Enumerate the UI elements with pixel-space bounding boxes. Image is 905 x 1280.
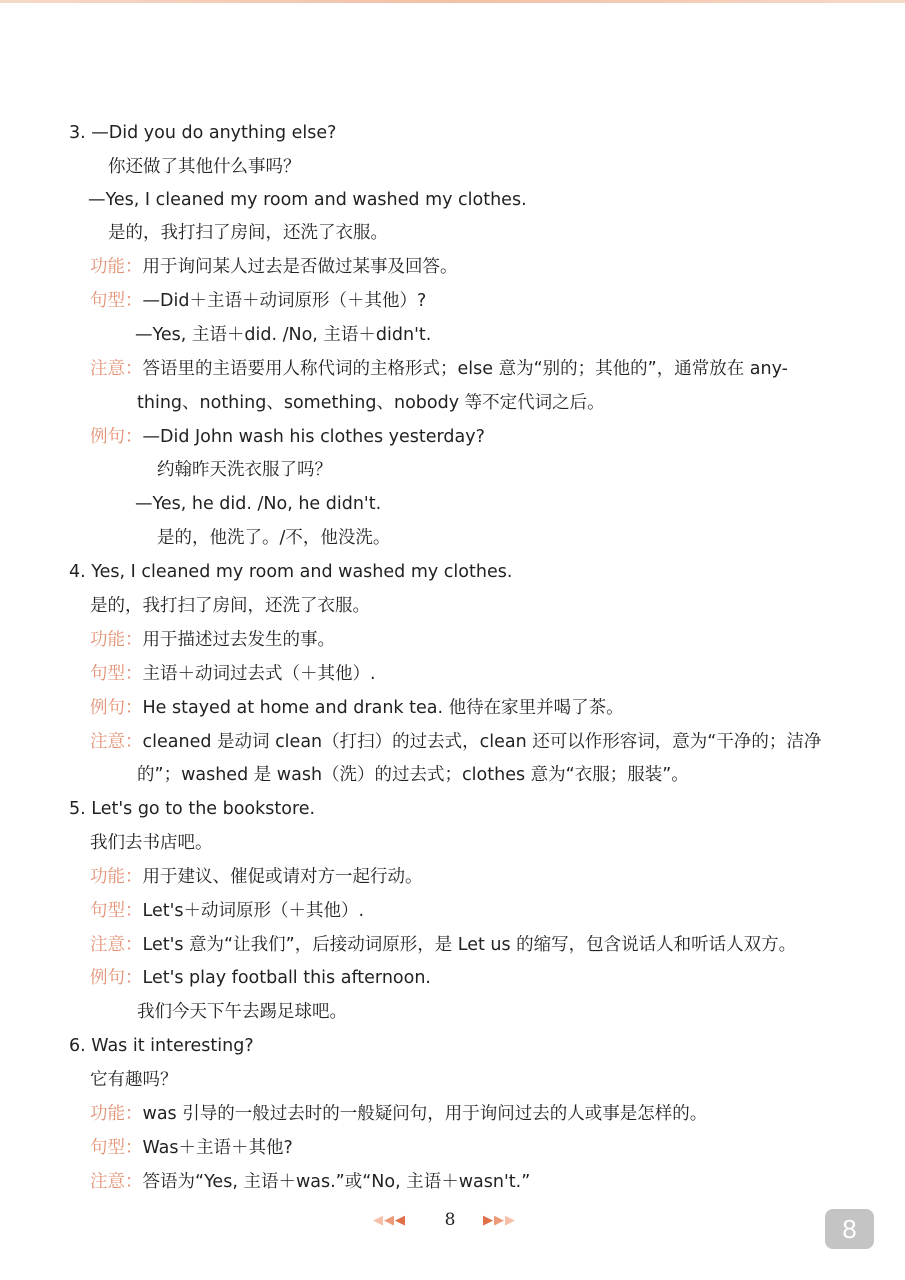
line-text: —Did John wash his clothes yesterday? xyxy=(142,427,485,447)
line-text: 6. Was it interesting? xyxy=(69,1036,254,1056)
annotated-line xyxy=(90,1102,707,1126)
page-number: 8 xyxy=(444,1210,456,1230)
text-line xyxy=(137,391,605,415)
line-text: 是的，我打扫了房间，还洗了衣服。 xyxy=(90,596,370,616)
line-tag: 例句： xyxy=(90,427,143,447)
line-tag: 例句： xyxy=(90,968,143,988)
line-tag: 功能： xyxy=(90,257,143,277)
annotated-line xyxy=(90,696,624,720)
line-text: 你还做了其他什么事吗？ xyxy=(108,157,301,177)
line-text: 5. Let's go to the bookstore. xyxy=(69,799,316,819)
line-text: 我们今天下午去踢足球吧。 xyxy=(137,1002,347,1022)
text-line xyxy=(69,797,315,821)
line-text: 的”；washed 是 wash（洗）的过去式；clothes 意为“衣服；服装”。 xyxy=(137,765,689,785)
line-tag: 注意： xyxy=(90,1172,143,1192)
line-text: 主语＋动词过去式（＋其他）. xyxy=(142,664,376,684)
text-line xyxy=(157,526,390,550)
line-text: 4. Yes, I cleaned my room and washed my clothes. xyxy=(69,562,513,582)
line-text: 3. —Did you do anything else? xyxy=(69,123,337,143)
annotated-line xyxy=(90,1170,530,1194)
text-line xyxy=(69,1034,254,1058)
annotated-line xyxy=(90,628,335,652)
text-line xyxy=(88,188,527,212)
page-badge: 8 xyxy=(825,1209,874,1249)
line-text: 我们去书店吧。 xyxy=(90,833,213,853)
line-tag: 句型： xyxy=(90,664,143,684)
line-text: —Yes, I cleaned my room and washed my clothes. xyxy=(88,190,527,210)
line-tag: 功能： xyxy=(90,1104,143,1124)
line-text: cleaned 是动词 clean（打扫）的过去式，clean 还可以作形容词，意为“干净的；洁净 xyxy=(142,732,822,752)
line-tag: 注意： xyxy=(90,359,143,379)
line-text: He stayed at home and drank tea. 他待在家里并喝了茶。 xyxy=(142,698,624,718)
line-text: —Did＋主语＋动词原形（＋其他）? xyxy=(142,291,427,311)
line-text: 用于询问某人过去是否做过某事及回答。 xyxy=(142,257,458,277)
text-line xyxy=(69,121,336,145)
text-line xyxy=(157,458,332,482)
line-text: 用于建议、催促或请对方一起行动。 xyxy=(142,867,423,887)
right-arrows-icon: ▶▶▶ xyxy=(483,1213,516,1228)
line-text: Let's play football this afternoon. xyxy=(142,968,431,988)
line-text: 是的，他洗了。/不，他没洗。 xyxy=(157,528,391,548)
line-text: 用于描述过去发生的事。 xyxy=(142,630,335,650)
text-line xyxy=(90,1068,178,1092)
text-line xyxy=(137,763,689,787)
top-decorative-line xyxy=(0,0,905,3)
line-text: Was＋主语＋其他? xyxy=(142,1138,293,1158)
text-line xyxy=(135,323,431,347)
annotated-line xyxy=(90,1136,293,1160)
text-line xyxy=(137,1000,347,1024)
page-footer xyxy=(0,1210,905,1234)
annotated-line xyxy=(90,966,431,990)
text-line xyxy=(108,221,388,245)
line-tag: 功能： xyxy=(90,630,143,650)
annotated-line xyxy=(90,662,376,686)
annotated-line xyxy=(90,933,796,957)
line-text: was 引导的一般过去时的一般疑问句，用于询问过去的人或事是怎样的。 xyxy=(142,1104,708,1124)
text-line xyxy=(90,831,213,855)
line-text: thing、nothing、something、nobody 等不定代词之后。 xyxy=(137,393,605,413)
line-text: —Yes, 主语＋did. /No, 主语＋didn't. xyxy=(135,325,432,345)
text-line xyxy=(135,492,381,516)
line-text: 答语为“Yes, 主语＋was.”或“No, 主语＋wasn't.” xyxy=(142,1172,531,1192)
line-tag: 注意： xyxy=(90,935,143,955)
left-arrows-icon: ◀◀◀ xyxy=(373,1213,406,1228)
line-text: Let's＋动词原形（＋其他）. xyxy=(142,901,365,921)
line-text: Let's 意为“让我们”，后接动词原形，是 Let us 的缩写，包含说话人和听话人双方。 xyxy=(142,935,797,955)
text-line xyxy=(108,155,301,179)
line-text: 它有趣吗？ xyxy=(90,1070,178,1090)
line-text: —Yes, he did. /No, he didn't. xyxy=(135,494,382,514)
line-text: 约翰昨天洗衣服了吗？ xyxy=(157,460,332,480)
line-tag: 注意： xyxy=(90,732,143,752)
line-tag: 句型： xyxy=(90,1138,143,1158)
text-line xyxy=(90,594,370,618)
line-tag: 例句： xyxy=(90,698,143,718)
annotated-line xyxy=(90,357,788,381)
line-tag: 功能： xyxy=(90,867,143,887)
annotated-line xyxy=(90,425,485,449)
text-line xyxy=(69,560,512,584)
annotated-line xyxy=(90,865,423,889)
annotated-line xyxy=(90,255,458,279)
line-text: 答语里的主语要用人称代词的主格形式；else 意为“别的；其他的”，通常放在 any- xyxy=(142,359,788,379)
annotated-line xyxy=(90,899,364,923)
line-tag: 句型： xyxy=(90,291,143,311)
line-text: 是的，我打扫了房间，还洗了衣服。 xyxy=(108,223,388,243)
line-tag: 句型： xyxy=(90,901,143,921)
annotated-line xyxy=(90,730,821,754)
annotated-line xyxy=(90,289,426,313)
